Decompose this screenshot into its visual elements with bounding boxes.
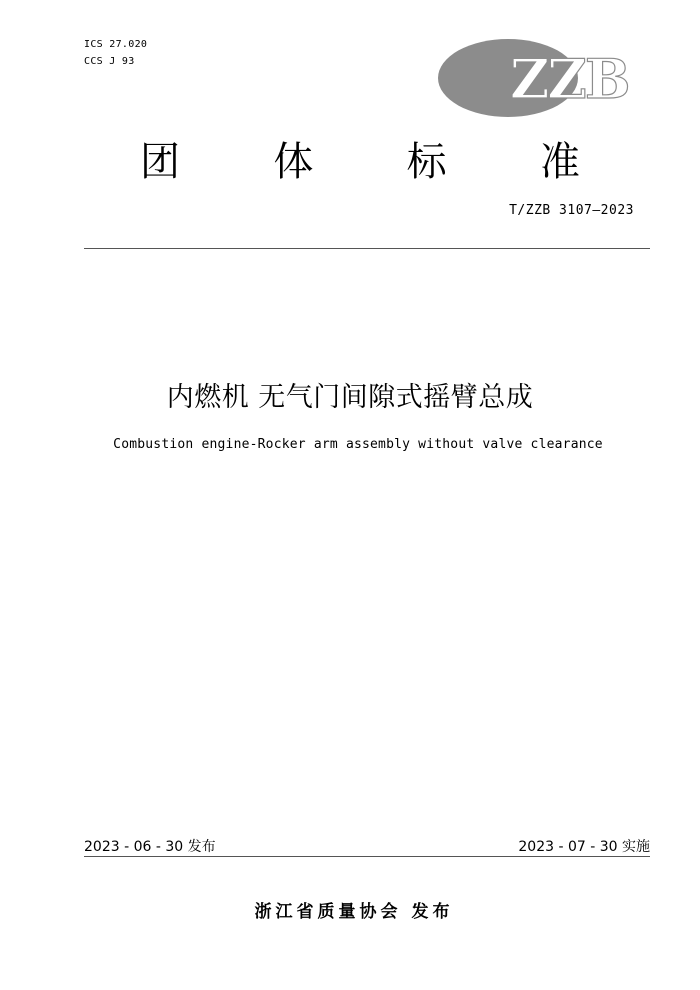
doc-type-char-1: 团 xyxy=(140,139,180,185)
doc-type-char-4: 准 xyxy=(539,139,580,185)
title-english: Combustion engine-Rocker arm assembly without valve clearance xyxy=(113,437,603,452)
issue-date: 2023 - 06 - 30 发布 xyxy=(84,839,216,855)
ics-code: ICS 27.020 xyxy=(84,39,148,50)
standard-number: T/ZZB 3107—2023 xyxy=(509,203,634,218)
top-divider xyxy=(84,248,650,249)
doc-type-char-3: 标 xyxy=(406,139,447,185)
title-chinese: 内燃机 无气门间隙式摇臂总成 xyxy=(166,382,534,413)
document-type-heading xyxy=(100,136,620,188)
zzb-logo xyxy=(438,38,638,118)
doc-type-char-2: 体 xyxy=(273,139,314,185)
logo-text: ZZB xyxy=(510,47,629,111)
bottom-divider xyxy=(84,856,650,857)
implementation-date: 2023 - 07 - 30 实施 xyxy=(518,839,650,855)
publisher: 浙江省质量协会 发布 xyxy=(254,902,454,922)
ccs-code: CCS J 93 xyxy=(84,56,135,67)
classification-codes xyxy=(84,36,147,70)
